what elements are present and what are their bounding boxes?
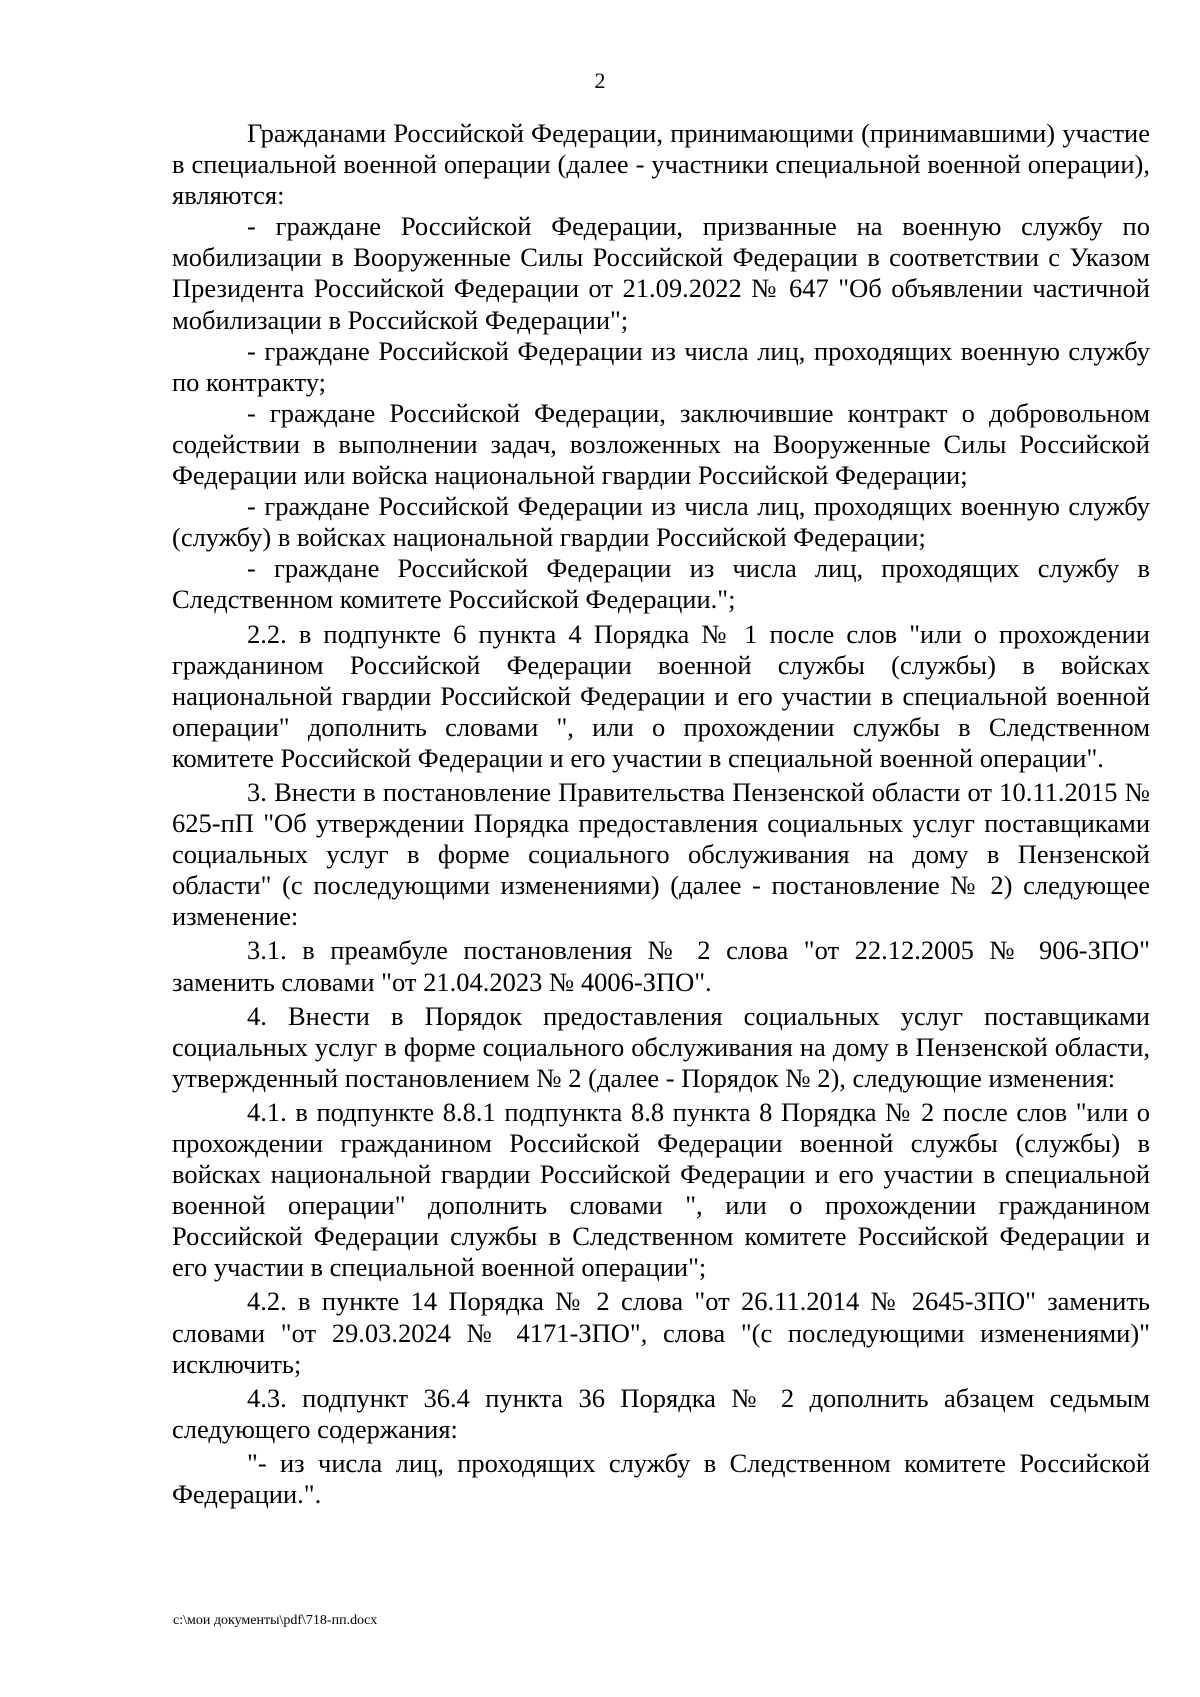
paragraph-investigative-committee: - граждане Российской Федерации из числа лиц, проходящих службу в Следственном комитете Российской Федерации."; xyxy=(172,553,1150,615)
document-body xyxy=(172,118,1150,1510)
paragraph-item-3: 3. Внести в постановление Правительства Пензенской области от 10.11.2015 № 625-пП "Об утверждении Порядка предоставления социальных услуг поставщиками социальных услуг в форме социального обслуживания на дому в Пензенской области" (с последующими изменениями) (далее - постановление № 2) следующее изменение: xyxy=(172,776,1150,932)
paragraph-item-3-1: 3.1. в преамбуле постановления № 2 слова "от 22.12.2005 № 906-ЗПО" заменить словами "от 21.04.2023 № 4006-ЗПО". xyxy=(172,935,1150,997)
paragraph-item-4-2: 4.2. в пункте 14 Порядка № 2 слова "от 26.11.2014 № 2645-ЗПО" заменить словами "от 29.03.2024 № 4171-ЗПО", слова "(с последующими изменениями)" исключить; xyxy=(172,1286,1150,1379)
paragraph-mobilized-citizens: - граждане Российской Федерации, призванные на военную службу по мобилизации в Вооруженные Силы Российской Федерации в соответствии с Указом Президента Российской Федерации от 21.09.2022 № 647 "Об объявлении частичной мобилизации в Российской Федерации"; xyxy=(172,211,1150,335)
paragraph-volunteer-contract: - граждане Российской Федерации, заключившие контракт о добровольном содействии в выполнении задач, возложенных на Вооруженные Силы Российской Федерации или войска национальной гвардии Российской Федерации; xyxy=(172,397,1150,491)
paragraph-item-4: 4. Внести в Порядок предоставления социальных услуг поставщиками социальных услуг в форме социального обслуживания на дому в Пензенской области, утвержденный постановлением № 2 (далее - Порядок № 2), следующие изменения: xyxy=(172,1000,1150,1093)
paragraph-item-4-1: 4.1. в подпункте 8.8.1 подпункта 8.8 пункта 8 Порядка № 2 после слов "или о прохождении гражданином Российской Федерации военной службы (службы) в войсках национальной гвардии Российской Федерации и его участии в специальной военной операции" дополнить словами ", или о прохождении гражданином Российской Федерации службы в Следственном комитете Российской Федерации и его участии в специальной военной операции"; xyxy=(172,1096,1150,1283)
paragraph-item-4-3: 4.3. подпункт 36.4 пункта 36 Порядка № 2 дополнить абзацем седьмым следующего содержания: xyxy=(172,1382,1150,1444)
page-number: 2 xyxy=(594,68,606,93)
paragraph-participants-intro: Гражданами Российской Федерации, принимающими (принимавшими) участие в специальной военной операции (далее - участники специальной военной операции), являются: xyxy=(172,118,1150,211)
paragraph-item-2-2: 2.2. в подпункте 6 пункта 4 Порядка № 1 после слов "или о прохождении гражданином Российской Федерации военной службы (службы) в войсках национальной гвардии Российской Федерации и его участии в специальной военной операции" дополнить словами ", или о прохождении службы в Следственном комитете Российской Федерации и его участии в специальной военной операции". xyxy=(172,618,1150,773)
paragraph-contract-service: - граждане Российской Федерации из числа лиц, проходящих военную службу по контракту; xyxy=(172,335,1150,397)
footer-file-path: c:\мои документы\pdf\718-пп.docx xyxy=(173,1613,378,1628)
paragraph-national-guard: - граждане Российской Федерации из числа лиц, проходящих военную службу (службу) в войсках национальной гвардии Российской Федерации; xyxy=(172,491,1150,553)
paragraph-new-abzac: "- из числа лиц, проходящих службу в Следственном комитете Российской Федерации.". xyxy=(172,1447,1150,1510)
